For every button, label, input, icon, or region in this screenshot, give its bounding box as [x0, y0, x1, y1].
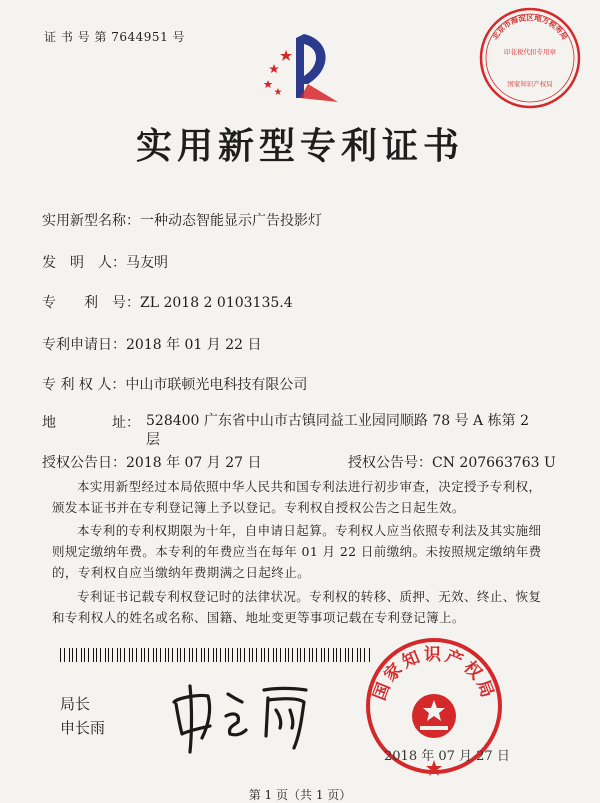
- field-label: 发 明 人：: [42, 255, 126, 271]
- field-label: 专 利 号：: [42, 295, 140, 311]
- page-footer: 第 1 页（共 1 页）: [248, 788, 352, 802]
- field-value: 一种动态智能显示广告投影灯: [140, 213, 322, 229]
- page-title: 实用新型专利证书: [135, 125, 464, 167]
- tax-stamp-icon: [478, 6, 582, 110]
- field-patentee: [42, 374, 307, 394]
- field-label: 实用新型名称：: [42, 213, 140, 229]
- field-value: 2018 年 07 月 27 日: [126, 455, 262, 471]
- field-grant-announcement-date: [42, 452, 262, 472]
- field-value: CN 207663763 U: [432, 455, 556, 471]
- field-application-date: [42, 334, 262, 354]
- tax-stamp-footer: 国家知识产权局: [507, 80, 553, 88]
- field-label: 授权公告号：: [348, 455, 432, 471]
- tax-stamp-arc-text: 北京市海淀区地方税务局: [490, 13, 570, 42]
- cnipa-logo-icon: [238, 28, 358, 108]
- field-address-value: 528400 广东省中山市古镇同益工业园同顺路 78 号 A 栋第 2 层: [146, 413, 529, 448]
- director-signature-icon: [168, 676, 318, 756]
- field-utility-model-name: [42, 210, 322, 230]
- tax-stamp-subtext: 印花税代扣专用章: [504, 48, 556, 56]
- barcode-icon: [60, 648, 370, 662]
- paragraph-legal-status: 专利证书记载专利权登记时的法律状况。专利权的转移、质押、无效、终止、恢复和专利权人的姓名或名称、国籍、地址变更等事项记载在专利登记簿上。: [52, 589, 542, 625]
- field-patent-number: [42, 292, 293, 312]
- field-label: 授权公告日：: [42, 455, 126, 471]
- field-grant-announcement-number: [348, 452, 556, 472]
- field-value: 2018 年 01 月 22 日: [126, 337, 262, 353]
- field-inventor: [42, 252, 168, 272]
- field-label: 专 利 权 人：: [42, 377, 126, 393]
- seal-date: 2018 年 07 月 27 日: [384, 749, 510, 764]
- paragraph-grant-notice: 本实用新型经过本局依照中华人民共和国专利法进行初步审查，决定授予专利权，颁发本证书并在专利登记簿上予以登记。专利权自授权公告之日起生效。: [52, 479, 542, 515]
- director-title: 局长: [60, 695, 91, 713]
- field-value: 马友明: [126, 255, 168, 271]
- field-address: [42, 412, 140, 432]
- field-value: 中山市联顿光电科技有限公司: [125, 377, 308, 393]
- field-label: 地 址：: [42, 415, 140, 431]
- seal-arc-text: 国家知识产权局: [369, 645, 499, 704]
- director-name: 申长雨: [60, 719, 106, 737]
- paragraph-term-and-fees: 本专利的专利权期限为十年，自申请日起算。专利权人应当依照专利法及其实施细则规定缴纳年费。本专利的年费应当在每年 01 月 22 日前缴纳。未按照规定缴纳年费的，专利权自应当缴纳年费期满之日起终止。: [52, 523, 542, 580]
- field-value: ZL 2018 2 0103135.4: [140, 295, 293, 311]
- certificate-number: 证 书 号 第 7644951 号: [44, 30, 186, 44]
- field-label: 专利申请日：: [42, 337, 126, 353]
